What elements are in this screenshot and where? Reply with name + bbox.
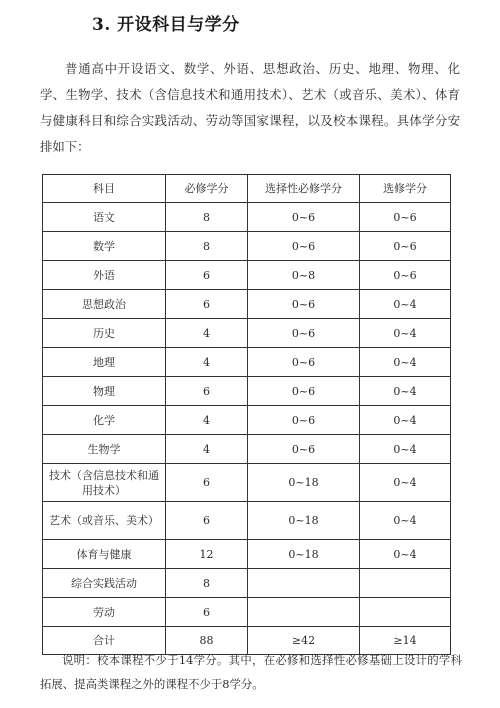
cell-elective: 0~6 — [360, 261, 451, 290]
cell-required: 6 — [166, 377, 248, 406]
cell-selective-required: 0~6 — [248, 290, 360, 319]
cell-selective-required — [248, 598, 360, 627]
cell-selective-required: 0~6 — [248, 406, 360, 435]
header-selective-required: 选择性必修学分 — [248, 175, 360, 203]
header-subject: 科目 — [43, 175, 166, 203]
cell-selective-required: ≥42 — [248, 627, 360, 655]
table-row — [43, 348, 451, 377]
cell-subject: 历史 — [43, 319, 166, 348]
cell-selective-required: 0~6 — [248, 319, 360, 348]
cell-elective: ≥14 — [360, 627, 451, 655]
cell-elective: 0~4 — [360, 348, 451, 377]
cell-subject: 外语 — [43, 261, 166, 290]
header-required: 必修学分 — [166, 175, 248, 203]
cell-elective: 0~6 — [360, 203, 451, 232]
cell-elective — [360, 569, 451, 598]
cell-selective-required: 0~18 — [248, 540, 360, 569]
cell-selective-required: 0~6 — [248, 348, 360, 377]
cell-selective-required: 0~18 — [248, 464, 360, 502]
cell-required: 4 — [166, 348, 248, 377]
section-title: 3. 开设科目与学分 — [92, 15, 240, 35]
cell-selective-required — [248, 569, 360, 598]
cell-elective: 0~4 — [360, 319, 451, 348]
table-row — [43, 598, 451, 627]
table-header-row — [43, 175, 451, 203]
cell-subject: 思想政治 — [43, 290, 166, 319]
cell-subject: 综合实践活动 — [43, 569, 166, 598]
cell-selective-required: 0~8 — [248, 261, 360, 290]
cell-elective — [360, 598, 451, 627]
cell-elective: 0~4 — [360, 406, 451, 435]
cell-subject: 劳动 — [43, 598, 166, 627]
cell-required: 6 — [166, 261, 248, 290]
cell-elective: 0~4 — [360, 502, 451, 540]
cell-elective: 0~4 — [360, 435, 451, 464]
cell-required: 6 — [166, 502, 248, 540]
header-elective: 选修学分 — [360, 175, 451, 203]
cell-required: 88 — [166, 627, 248, 655]
cell-required: 8 — [166, 232, 248, 261]
table-row — [43, 232, 451, 261]
cell-required: 4 — [166, 319, 248, 348]
cell-subject: 语文 — [43, 203, 166, 232]
table-row — [43, 290, 451, 319]
cell-required: 4 — [166, 435, 248, 464]
cell-selective-required: 0~6 — [248, 203, 360, 232]
table-row — [43, 502, 451, 540]
table-row — [43, 464, 451, 502]
cell-subject: 艺术（或音乐、美术） — [43, 502, 166, 540]
cell-subject: 地理 — [43, 348, 166, 377]
cell-selective-required: 0~6 — [248, 435, 360, 464]
cell-subject: 技术（含信息技术和通用技术） — [43, 464, 166, 502]
cell-subject: 体育与健康 — [43, 540, 166, 569]
cell-subject: 化学 — [43, 406, 166, 435]
table-row — [43, 569, 451, 598]
table-row — [43, 203, 451, 232]
cell-elective: 0~4 — [360, 540, 451, 569]
cell-elective: 0~6 — [360, 232, 451, 261]
cell-subject: 物理 — [43, 377, 166, 406]
cell-required: 8 — [166, 203, 248, 232]
table-row — [43, 377, 451, 406]
cell-required: 6 — [166, 598, 248, 627]
table-row — [43, 261, 451, 290]
credits-table — [42, 174, 451, 655]
cell-subject: 数学 — [43, 232, 166, 261]
cell-selective-required: 0~6 — [248, 377, 360, 406]
note-paragraph: 说明：校本课程不少于14学分。其中，在必修和选择性必修基础上设计的学科拓展、提高类课程之外的课程不少于8学分。 — [40, 653, 462, 691]
cell-subject: 合计 — [43, 627, 166, 655]
intro-paragraph: 普通高中开设语文、数学、外语、思想政治、历史、地理、物理、化学、生物学、技术（含信息技术和通用技术）、艺术（或音乐、美术）、体育与健康科目和综合实践活动、劳动等国家课程，以及校本课程。具体学分安排如下： — [40, 61, 460, 154]
cell-required: 4 — [166, 406, 248, 435]
cell-required: 6 — [166, 290, 248, 319]
table-row — [43, 406, 451, 435]
table-row — [43, 435, 451, 464]
cell-required: 12 — [166, 540, 248, 569]
cell-selective-required: 0~6 — [248, 232, 360, 261]
table-row — [43, 540, 451, 569]
cell-required: 6 — [166, 464, 248, 502]
cell-elective: 0~4 — [360, 464, 451, 502]
cell-elective: 0~4 — [360, 377, 451, 406]
cell-selective-required: 0~18 — [248, 502, 360, 540]
cell-subject: 生物学 — [43, 435, 166, 464]
cell-required: 8 — [166, 569, 248, 598]
table-row — [43, 319, 451, 348]
cell-elective: 0~4 — [360, 290, 451, 319]
